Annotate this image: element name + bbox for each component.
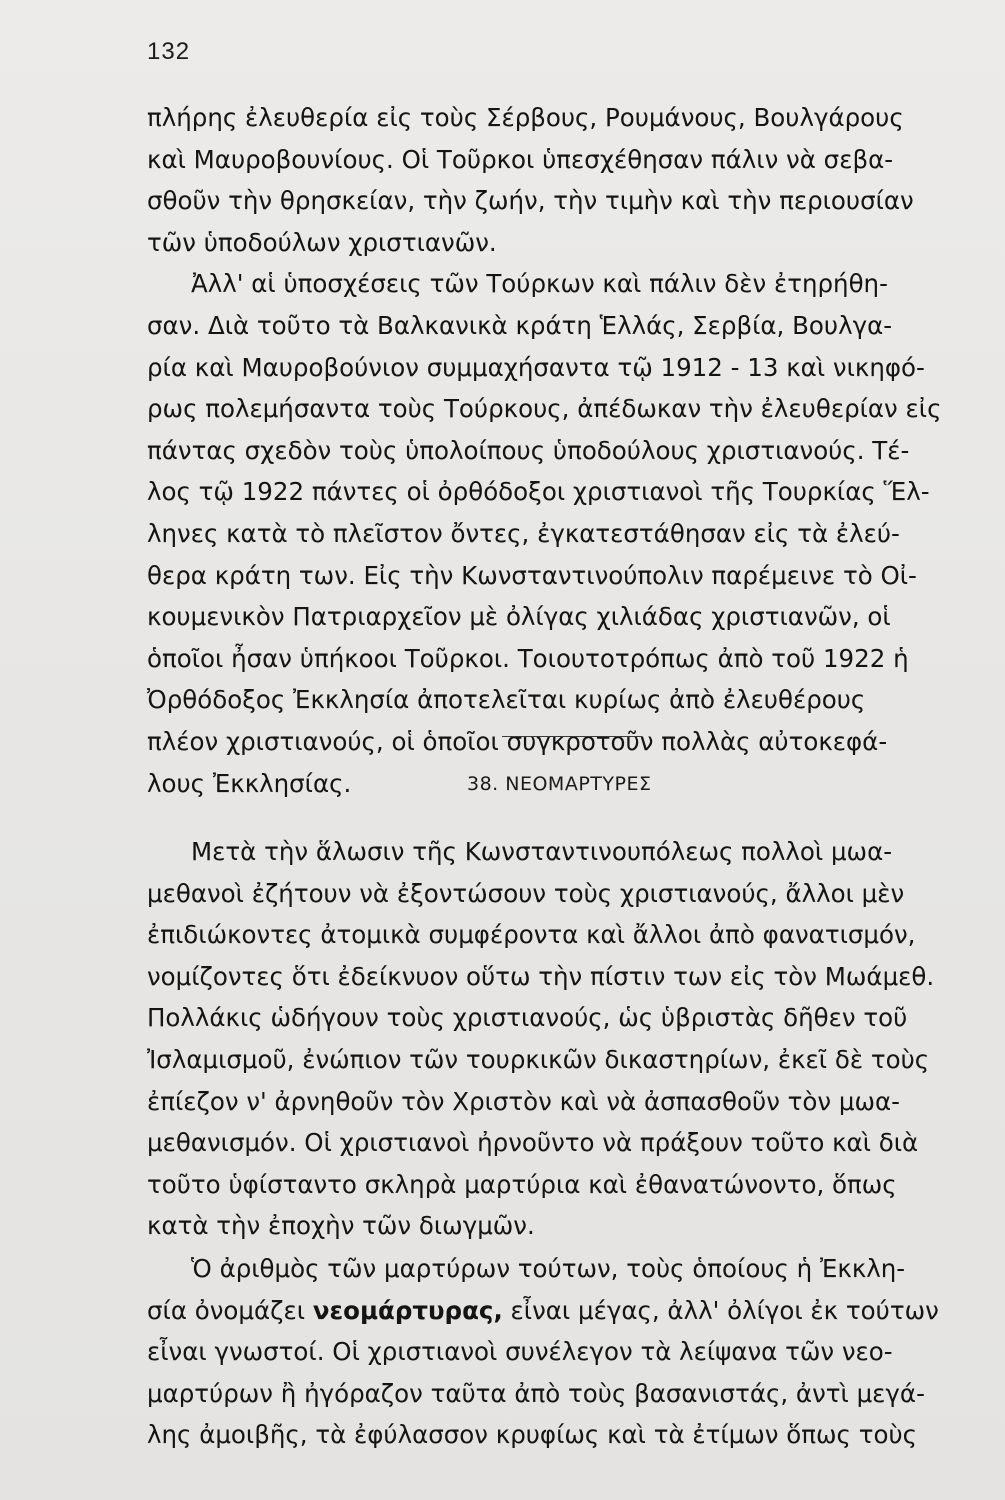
bold-term-neomartyras: νεομάρτυρας, bbox=[312, 1295, 503, 1325]
text-line: σθοῦν τὴν θρησκείαν, τὴν ζωήν, τὴν τιμὴν καὶ τὴν περιουσίαν bbox=[147, 186, 914, 216]
paragraph-block-2 bbox=[147, 831, 934, 1247]
text-line: Μετὰ τὴν ἅλωσιν τῆς Κωνσταντινουπόλεως πολλοὶ μωα- bbox=[191, 837, 893, 866]
text-line: εἶναι γνωστοί. Οἱ χριστιανοὶ συνέλεγον τὰ λείψανα τῶν νεο- bbox=[147, 1337, 893, 1367]
text-line: λης ἀμοιβῆς, τὰ ἐφύλασσον κρυφίως καὶ τὰ ἐτίμων ὅπως τοὺς bbox=[147, 1420, 918, 1450]
text-line: τοῦτο ὑφίσταντο σκληρὰ μαρτύρια καὶ ἐθανατώνοντο, ὅπως bbox=[147, 1169, 897, 1199]
text-line: ληνες κατὰ τὸ πλεῖστον ὄντες, ἐγκατεστάθησαν εἰς τὰ ἐλεύ- bbox=[147, 518, 900, 548]
text-line: καὶ Μαυροβουνίους. Οἱ Τοῦρκοι ὑπεσχέθησαν πάλιν νὰ σεβα- bbox=[147, 144, 894, 174]
text-line: ρως πολεμήσαντα τοὺς Τούρκους, ἀπέδωκαν τὴν ἐλευθερίαν εἰς bbox=[147, 394, 942, 424]
text-line: μεθανοὶ ἐζήτουν νὰ ἐξοντώσουν τοὺς χριστιανούς, ἄλλοι μὲν bbox=[147, 878, 905, 908]
text-fragment: σία ὀνομάζει bbox=[147, 1295, 313, 1325]
text-line: Ἰσλαμισμοῦ, ἐνώπιον τῶν τουρκικῶν δικαστηρίων, ἐκεῖ δὲ τοὺς bbox=[147, 1044, 930, 1074]
paragraph-block-1 bbox=[147, 97, 941, 804]
paragraph-block-3 bbox=[147, 1248, 939, 1456]
text-line: πάντας σχεδὸν τοὺς ὑπολοίπους ὑποδούλους χριστιανούς. Τέ- bbox=[147, 435, 910, 465]
text-line: ὁποῖοι ἦσαν ὑπήκοοι Τοῦρκοι. Τοιουτοτρόπως ἀπὸ τοῦ 1922 ἡ bbox=[147, 643, 909, 673]
text-line: Ὁ ἀριθμὸς τῶν μαρτύρων τούτων, τοὺς ὁποίους ἡ Ἐκκλη- bbox=[191, 1254, 906, 1283]
text-line: κατὰ τὴν ἐποχὴν τῶν διωγμῶν. bbox=[147, 1211, 535, 1241]
text-line: Πολλάκις ὡδήγουν τοὺς χριστιανούς, ὡς ὑβριστὰς δῆθεν τοῦ bbox=[147, 1003, 908, 1033]
section-heading: 38. ΝΕΟΜΑΡΤΥΡΕΣ bbox=[467, 773, 652, 795]
text-line: ἐπίεζον ν' ἀρνηθοῦν τὸν Χριστὸν καὶ νὰ ἀσπασθοῦν τὸν μωα- bbox=[147, 1086, 900, 1116]
text-line: λους Ἐκκλησίας. bbox=[147, 768, 352, 798]
text-line: τῶν ὑποδούλων χριστιανῶν. bbox=[147, 227, 497, 257]
text-line: σαν. Διὰ τοῦτο τὰ Βαλκανικὰ κράτη Ἑλλάς, Σερβία, Βουλγα- bbox=[147, 310, 893, 340]
text-line: μαρτύρων ἢ ἠγόραζον ταῦτα ἀπὸ τοὺς βασανιστάς, ἀντὶ μεγά- bbox=[147, 1378, 925, 1408]
text-line bbox=[147, 1290, 939, 1332]
text-line: λος τῷ 1922 πάντες οἱ ὀρθόδοξοι χριστιανοὶ τῆς Τουρκίας Ἕλ- bbox=[147, 477, 930, 507]
text-line: Ἀλλ' αἱ ὑποσχέσεις τῶν Τούρκων καὶ πάλιν δὲν ἐτηρήθη- bbox=[191, 269, 888, 299]
text-line: κουμενικὸν Πατριαρχεῖον μὲ ὀλίγας χιλιάδας χριστιανῶν, οἱ bbox=[147, 602, 891, 632]
text-line: νομίζοντες ὅτι ἐδείκνυον οὕτω τὴν πίστιν των εἰς τὸν Μωάμεθ. bbox=[147, 961, 935, 991]
text-line: ρία καὶ Μαυροβούνιον συμμαχήσαντα τῷ 1912 - 13 καὶ νικηφό- bbox=[147, 352, 925, 382]
text-fragment: εἶναι μέγας, ἀλλ' ὀλίγοι ἐκ τούτων bbox=[502, 1295, 939, 1325]
text-line: πλήρης ἐλευθερία εἰς τοὺς Σέρβους, Ρουμάνους, Βουλγάρους bbox=[147, 103, 904, 132]
page-number: 132 bbox=[147, 38, 191, 65]
text-line: πλέον χριστιανούς, οἱ ὁποῖοι συγκροτοῦν πολλὰς αὐτοκεφά- bbox=[147, 726, 888, 756]
section-divider bbox=[502, 736, 642, 737]
text-line: ἐπιδιώκοντες ἀτομικὰ συμφέροντα καὶ ἄλλοι ἀπὸ φανατισμόν, bbox=[147, 920, 916, 950]
text-line: μεθανισμόν. Οἱ χριστιανοὶ ἠρνοῦντο νὰ πράξουν τοῦτο καὶ διὰ bbox=[147, 1128, 919, 1158]
text-line: Ὀρθόδοξος Ἐκκλησία ἀποτελεῖται κυρίως ἀπὸ ἐλευθέρους bbox=[147, 685, 866, 715]
text-line: θερα κράτη των. Εἰς τὴν Κωνσταντινούπολιν παρέμεινε τὸ Οἰ- bbox=[147, 560, 917, 590]
